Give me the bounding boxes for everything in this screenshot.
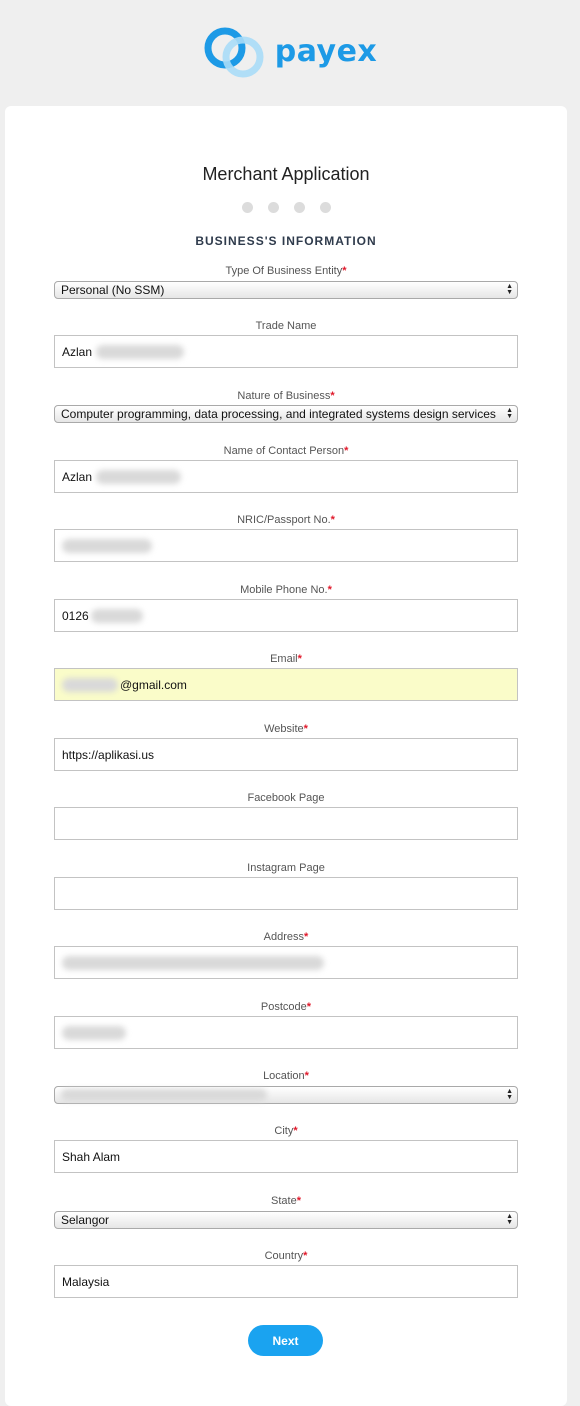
step-dot bbox=[294, 202, 305, 213]
website-label: Website* bbox=[264, 723, 308, 735]
address-input[interactable] bbox=[54, 946, 518, 979]
facebook-input[interactable] bbox=[54, 807, 518, 840]
postcode-label: Postcode* bbox=[260, 1001, 312, 1013]
state-label: State* bbox=[271, 1195, 301, 1207]
redacted-text bbox=[62, 956, 324, 970]
redacted-text bbox=[61, 1089, 267, 1101]
page-title: Merchant Application bbox=[202, 164, 370, 184]
redacted-text bbox=[96, 345, 184, 359]
mobile-label: Mobile Phone No.* bbox=[240, 584, 332, 596]
country-label: Country* bbox=[264, 1250, 308, 1262]
step-indicator bbox=[5, 202, 567, 213]
address-label: Address* bbox=[263, 931, 309, 943]
redacted-text bbox=[62, 1026, 126, 1040]
nric-input[interactable] bbox=[54, 529, 518, 562]
payex-logo bbox=[203, 26, 378, 80]
select-arrows-icon: ▲ ▼ bbox=[506, 407, 513, 420]
redacted-text bbox=[62, 539, 152, 553]
instagram-input[interactable] bbox=[54, 877, 518, 910]
nric-label: NRIC/Passport No.* bbox=[237, 514, 335, 526]
location-select[interactable] bbox=[54, 1086, 518, 1104]
step-dot bbox=[242, 202, 253, 213]
application-card bbox=[5, 106, 567, 1406]
step-dot bbox=[268, 202, 279, 213]
country-input[interactable]: Malaysia bbox=[54, 1265, 518, 1298]
postcode-input[interactable] bbox=[54, 1016, 518, 1049]
section-title: BUSINESS'S INFORMATION bbox=[195, 234, 377, 248]
instagram-label: Instagram Page bbox=[247, 862, 325, 874]
business-entity-label: Type Of Business Entity* bbox=[225, 265, 347, 277]
trade-name-input[interactable]: Azlan bbox=[54, 335, 518, 368]
website-input[interactable]: https://aplikasi.us bbox=[54, 738, 518, 771]
next-button[interactable]: Next bbox=[248, 1325, 323, 1356]
contact-person-label: Name of Contact Person* bbox=[223, 445, 349, 457]
brand-name: payex bbox=[274, 33, 378, 69]
header bbox=[0, 0, 580, 106]
nature-of-business-label: Nature of Business* bbox=[237, 390, 335, 402]
select-arrows-icon: ▲ ▼ bbox=[506, 283, 513, 296]
contact-person-input[interactable]: Azlan bbox=[54, 460, 518, 493]
nature-of-business-select[interactable]: Computer programming, data processing, and integrated systems design services ▲ ▼ bbox=[54, 405, 518, 423]
facebook-label: Facebook Page bbox=[247, 792, 325, 804]
redacted-text bbox=[62, 678, 118, 692]
redacted-text bbox=[96, 470, 181, 484]
step-dot bbox=[320, 202, 331, 213]
payex-logo-icon bbox=[203, 26, 267, 80]
mobile-input[interactable]: 0126 bbox=[54, 599, 518, 632]
trade-name-label: Trade Name bbox=[255, 320, 317, 332]
email-input[interactable]: @gmail.com bbox=[54, 668, 518, 701]
city-label: City* bbox=[274, 1125, 298, 1137]
city-input[interactable]: Shah Alam bbox=[54, 1140, 518, 1173]
business-entity-select[interactable]: Personal (No SSM) ▲ ▼ bbox=[54, 281, 518, 299]
email-label: Email* bbox=[270, 653, 302, 665]
location-label: Location* bbox=[263, 1070, 309, 1082]
redacted-text bbox=[91, 609, 143, 623]
select-arrows-icon: ▲ ▼ bbox=[506, 1213, 513, 1226]
select-arrows-icon: ▲ ▼ bbox=[506, 1088, 513, 1101]
state-select[interactable]: Selangor ▲ ▼ bbox=[54, 1211, 518, 1229]
